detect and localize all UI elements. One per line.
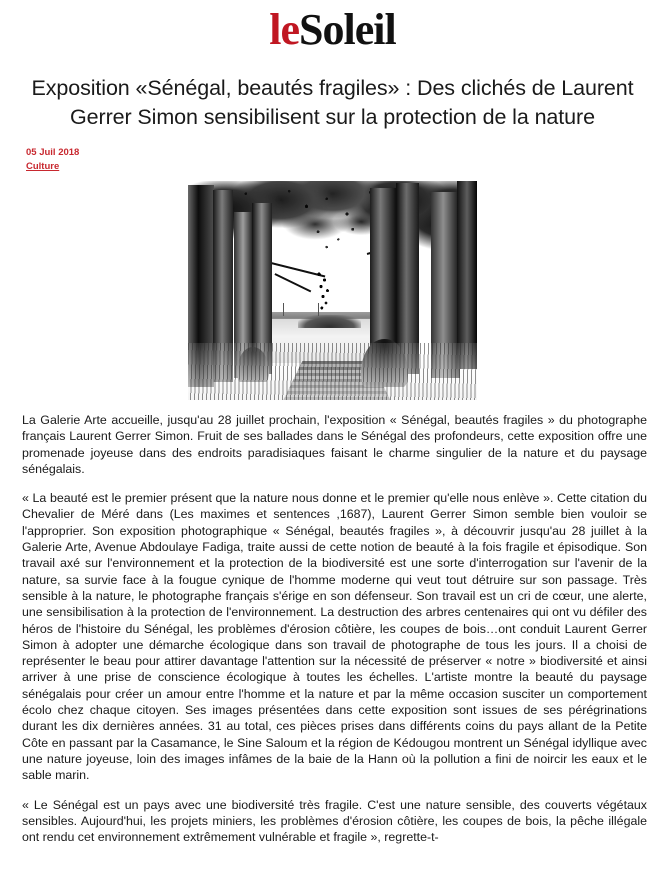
- article-photo: [188, 181, 477, 400]
- category-link-culture[interactable]: Culture: [26, 161, 60, 172]
- le-soleil-logo[interactable]: [269, 4, 395, 56]
- article-photo-container: [0, 181, 665, 400]
- photo-trunk-8: [457, 181, 477, 369]
- article-meta: [26, 146, 665, 173]
- photo-island: [298, 315, 362, 328]
- article-paragraph: La Galerie Arte accueille, jusqu'au 28 juillet prochain, l'exposition « Sénégal, beautés fragiles » du photographe français Laurent Gerrer Simon. Fruit de ses ballades dans le Sénégal des profondeurs, cette exposition offre une promenade joyeuse dans des endroits paradisiaques faisant le charme singulier de la nature et du paysage sénégalais.: [22, 413, 647, 476]
- page-title: Exposition «Sénégal, beautés fragiles» : Des clichés de Laurent Gerrer Simon sensibilisent sur la protection de la nature: [31, 76, 634, 129]
- article-paragraph: « La beauté est le premier présent que la nature nous donne et le premier qu'elle nous enlève ». Cette citation du Chevalier de Méré dans (Les maximes et sentences ,1687), Laurent Gerrer Simon semble bien vouloir se l'approprier. Son exposition photographique « Sénégal, beautés fragiles », à découvrir jusqu'au 28 juillet à la Galerie Arte, Avenue Abdoulaye Fadiga, traite aussi de cette notion de beauté à la fois fragile et épisodique. Son travail axé sur l'environnement et la protection de la biodiversité est une sorte d'interrogation sur l'avenir de la nature, sa survie face à la fougue cynique de l'homme moderne qui veut tout détruire sur son passage. Très sensible à la nature, le photographe français s'érige en son défenseur. Son travail est un cri de cœur, une alerte, une sensibilisation à la protection de l'environnement. La destruction des arbres centenaires qui ont vu défiler des héros de l'histoire du Sénégal, les problèmes d'érosion côtière, les coupes de bois…ont conduit Laurent Gerrer Simon à adopter une démarche écologique dans son travail de photographe de tous les jours. Il a choisi de représenter le beau pour attirer davantage l'attention sur la nécessité de préserver « notre » biodiversité et ainsi arriver à une prise de conscience écologique à toutes les échelles. L'artiste montre la beauté du paysage sénégalais pour créer un amour entre l'homme et la nature et par la même occasion susciter un comportement écolo chez chaque citoyen. Ses images présentées dans cette exposition sont issues de ses pérégrinations durant les dix dernières années. 31 au total, ces pièces prises dans différents coins du pays allant de la Petite Côte en passant par la Casamance, le Sine Saloum et la région de Kédougou montrent un Sénégal idyllique avec une nature joyeuse, loin des images infâmes de la baie de la Hann où la pollution a fini de noircir les eaux et le sable marin.: [22, 491, 647, 783]
- site-masthead: [0, 0, 665, 56]
- logo-text-le: le: [269, 5, 300, 54]
- photo-grass: [188, 343, 477, 400]
- article-body: [22, 412, 647, 845]
- logo-text-soleil: Soleil: [299, 5, 396, 54]
- publish-date: 05 Juil 2018: [26, 147, 80, 158]
- photo-hanging-leaves: [315, 271, 335, 313]
- article-paragraph: « Le Sénégal est un pays avec une biodiversité très fragile. C'est une nature sensible, des couverts végétaux sensibles. Aujourd'hui, les projets miniers, les problèmes d'érosion côtière, les coupes de bois, la pêche illégale ont rendu cet environnement extrêmement vulnérable et fragile », regrette-t-: [22, 797, 647, 845]
